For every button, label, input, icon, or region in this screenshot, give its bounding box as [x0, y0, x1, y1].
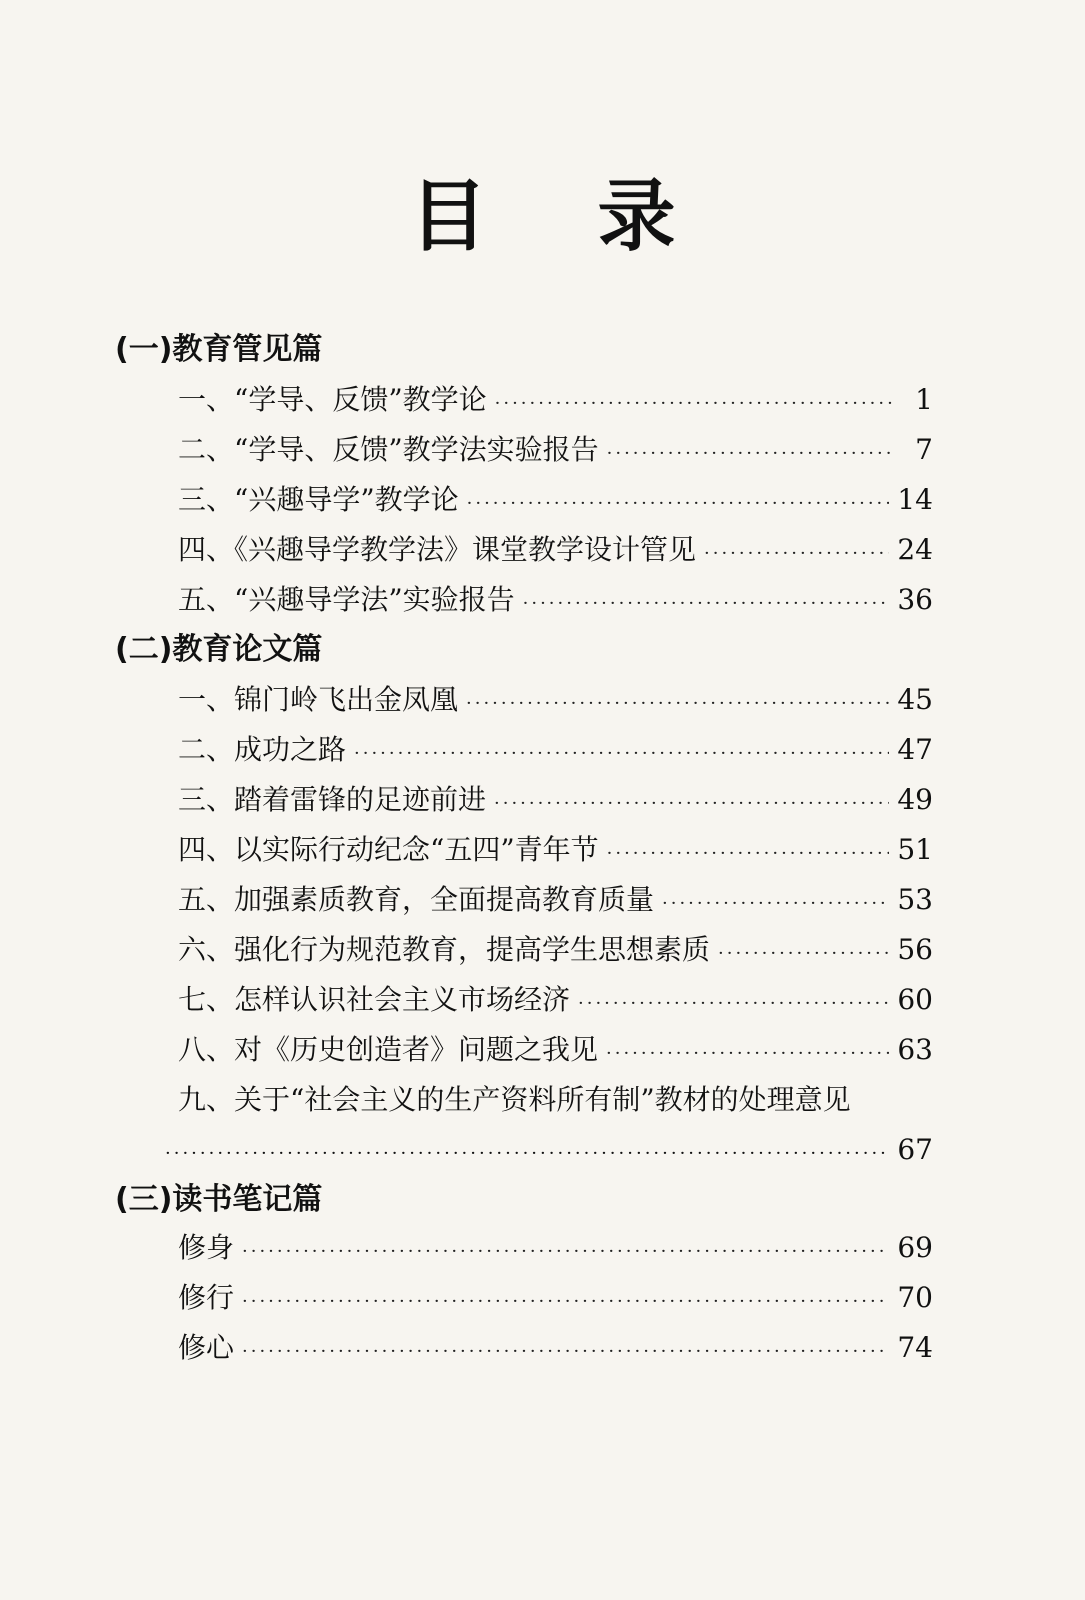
toc-entry-label: 修心 [178, 1331, 235, 1364]
leader-dots [662, 884, 889, 924]
toc-entry-page: 14 [897, 483, 933, 516]
toc-entry-label: 一、锦门岭飞出金凤凰 [178, 683, 459, 716]
toc-entry-label: 四、以实际行动纪念“五四”青年节 [178, 833, 599, 866]
toc-entry-page: 53 [897, 883, 933, 916]
toc-entry[interactable] [178, 980, 933, 1024]
toc-entry[interactable] [178, 430, 933, 474]
toc-entry-label: 四、《兴趣导学教学法》课堂教学设计管见 [178, 533, 697, 566]
leader-dots [607, 434, 893, 474]
title-char: 录 [597, 172, 676, 262]
leader-dots [242, 1282, 889, 1322]
toc-entry-label[interactable]: 九、关于“社会主义的生产资料所有制”教材的处理意见 [178, 1083, 851, 1116]
toc-entry-label: 八、对《历史创造者》问题之我见 [178, 1033, 599, 1066]
leader-dots [467, 484, 890, 524]
toc-entry[interactable] [178, 1328, 933, 1372]
leader-dots [242, 1332, 889, 1372]
title-char: 目 [409, 172, 488, 262]
toc-entry-page: 49 [897, 783, 933, 816]
toc-entry-label: 一、“学导、反馈”教学论 [178, 383, 487, 416]
toc-entry[interactable] [178, 1030, 933, 1074]
toc-entry-label: 修身 [178, 1231, 235, 1264]
leader-dots [466, 684, 889, 724]
toc-entry-page: 51 [897, 833, 933, 866]
toc-entry[interactable] [178, 580, 933, 624]
leader-dots [494, 784, 889, 824]
toc-entry-page: 70 [897, 1281, 933, 1314]
toc-entry-page: 67 [897, 1133, 933, 1166]
toc-entry-page: 56 [897, 933, 933, 966]
toc-entry[interactable] [178, 1228, 933, 1272]
toc-entry-page: 63 [897, 1033, 933, 1066]
leader-dots [495, 384, 893, 424]
leader-dots [606, 1034, 889, 1074]
toc-entry[interactable] [178, 1278, 933, 1322]
toc-entry-page: 47 [897, 733, 933, 766]
toc-entry[interactable] [178, 480, 933, 524]
leader-dots [523, 584, 890, 624]
toc-entry[interactable] [178, 880, 933, 924]
toc-entry[interactable] [178, 780, 933, 824]
toc-entry-label: 五、“兴趣导学法”实验报告 [178, 583, 515, 616]
toc-entry-label: 三、“兴趣导学”教学论 [178, 483, 459, 516]
toc-entry[interactable] [178, 930, 933, 974]
toc-entry-label: 六、强化行为规范教育，提高学生思想素质 [178, 933, 711, 966]
toc-entry[interactable] [178, 530, 933, 574]
section-heading: (三)读书笔记篇 [115, 1182, 323, 1217]
leader-dots [242, 1232, 889, 1272]
toc-entry[interactable] [178, 730, 933, 774]
leader-dots [704, 534, 889, 574]
leader-dots [718, 934, 889, 974]
leader-dots [165, 1134, 889, 1174]
section-heading: (二)教育论文篇 [115, 632, 323, 667]
leader-dots [354, 734, 889, 774]
toc-entry-page: 45 [897, 683, 933, 716]
toc-entry-page: 74 [897, 1331, 933, 1364]
page-title [0, 172, 1085, 262]
toc-entry-page: 24 [897, 533, 933, 566]
toc-entry[interactable] [178, 380, 933, 424]
toc-entry-label: 二、“学导、反馈”教学法实验报告 [178, 433, 599, 466]
toc-entry-page: 36 [897, 583, 933, 616]
leader-dots [607, 834, 890, 874]
toc-entry-page: 7 [915, 433, 933, 466]
leader-dots [578, 984, 889, 1024]
toc-entry-label: 修行 [178, 1281, 235, 1314]
toc-entry-page: 69 [897, 1231, 933, 1264]
toc-entry[interactable] [178, 680, 933, 724]
toc-entry-page: 1 [915, 383, 933, 416]
toc-entry-label: 二、成功之路 [178, 733, 347, 766]
toc-entry-label: 七、怎样认识社会主义市场经济 [178, 983, 571, 1016]
toc-entry-label: 五、加强素质教育，全面提高教育质量 [178, 883, 655, 916]
section-heading: (一)教育管见篇 [115, 332, 323, 367]
toc-entry-page: 60 [897, 983, 933, 1016]
toc-entry[interactable] [178, 830, 933, 874]
toc-entry-label: 三、踏着雷锋的足迹前进 [178, 783, 487, 816]
toc-entry-continuation[interactable] [165, 1130, 933, 1174]
